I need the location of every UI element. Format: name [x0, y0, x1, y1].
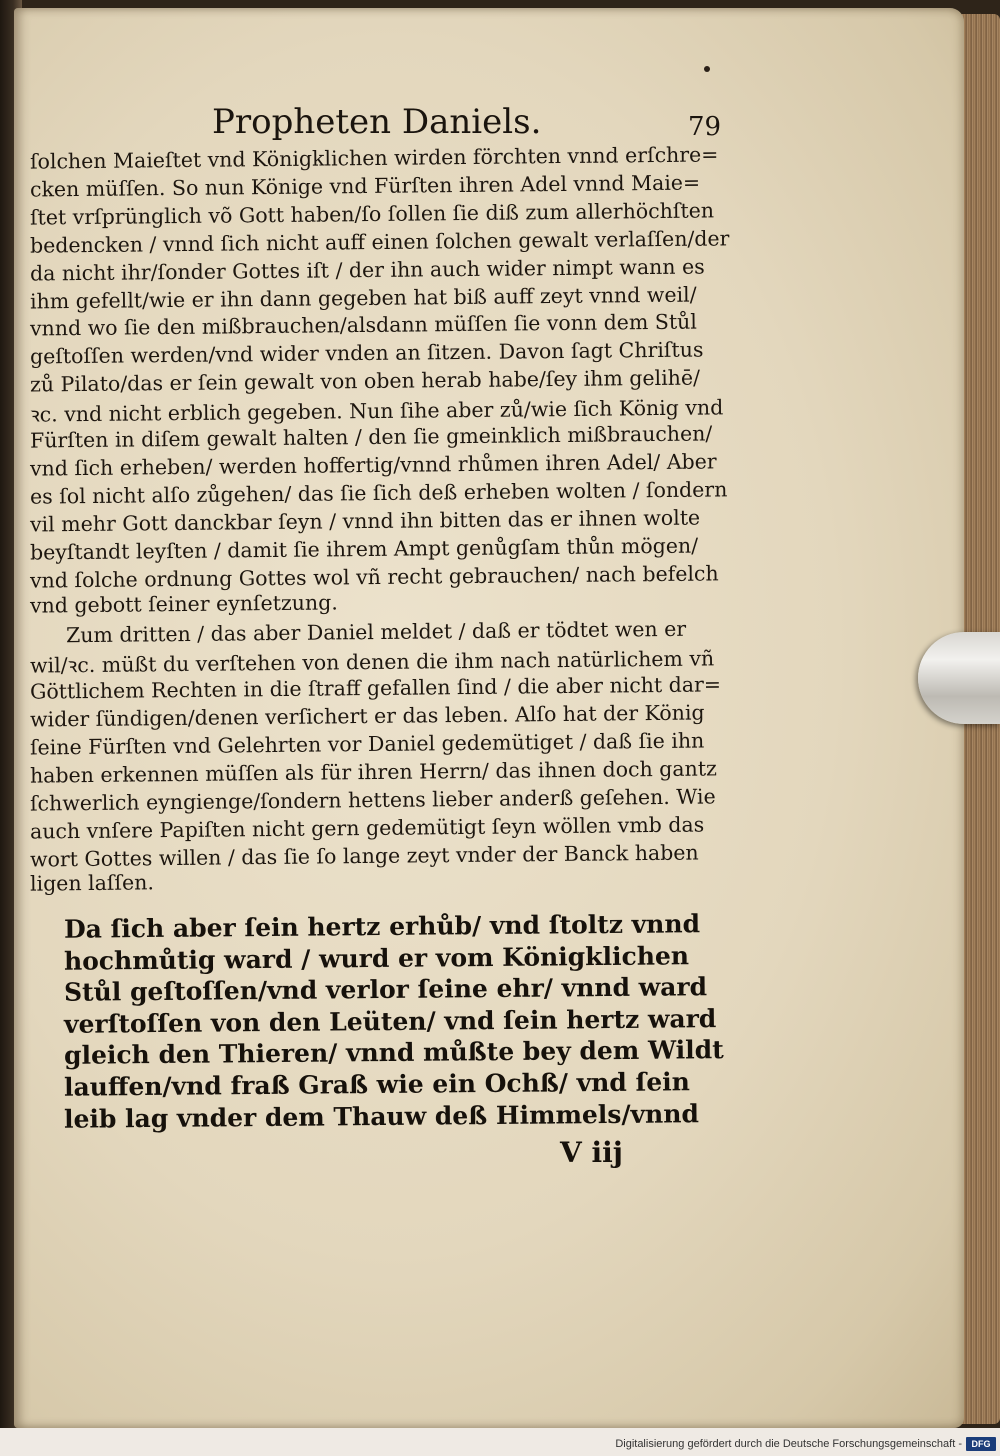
body-line: vil mehr Gott danckbar ſeyn / vnnd ihn bitten das er ihnen wolte — [29, 505, 701, 537]
verse-line: lauffen/vnd fraß Graß wie ein Ochß/ vnd ſein — [63, 1067, 690, 1102]
ink-speck — [704, 66, 710, 72]
body-line: bedencken / vnnd ſich nicht auff einen ſolchen gewalt verlaſſen/der — [29, 226, 730, 258]
body-line: geſtoſſen werden/vnd wider vnden an ſitzen. Davon ſagt Chriſtus — [29, 337, 704, 369]
running-title: Propheten Daniels. — [212, 102, 542, 142]
body-line: beyſtandt leyſten / damit ſie ihrem Ampt genůgſam thůn mögen/ — [29, 533, 699, 565]
body-line: Göttlichem Rechten in die ſtraff gefallen ſind / die aber nicht dar= — [29, 672, 722, 704]
body-line: es ſol nicht alſo zůgehen/ das ſie ſich deß erheben wolten / ſondern — [29, 477, 728, 509]
verse-line: Da ſich aber ſein hertz erhůb/ vnd ſtoltz vnnd — [63, 909, 701, 944]
body-line: ligen laſſen. — [29, 870, 155, 897]
footer-credit: Digitalisierung gefördert durch die Deutsche Forschungsgemeinschaft - — [615, 1438, 962, 1450]
body-line: ꝛc. vnd nicht erblich gegeben. Nun ſihe aber zů/wie ſich König vnd — [29, 395, 724, 427]
body-line: cken müſſen. So nun Könige vnd Fürſten ihren Adel vnnd Maie= — [29, 170, 701, 202]
dfg-logo: DFG — [966, 1437, 996, 1451]
body-line: haben erkennen müſſen als für ihren Herrn/ das ihnen doch gantz — [29, 756, 717, 788]
body-line: vnnd wo ſie den mißbrauchen/alsdann müſſen ſie vonn dem Stůl — [29, 309, 697, 341]
signature-mark: V iij — [560, 1136, 623, 1169]
body-line: auch vnſere Papiſten nicht gern gedemütigt ſeyn wöllen vmb das — [29, 812, 705, 844]
body-line: da nicht ihr/ſonder Gottes iſt / der ihn auch wider nimpt wann es — [29, 254, 705, 286]
verse-line: leib lag vnder dem Thauw deß Himmels/vnnd — [63, 1098, 700, 1134]
body-line: zů Pilato/das er ſein gewalt von oben herab habe/ſey ihm gelihē/ — [29, 365, 701, 397]
verse-line: Stůl geſtoſſen/vnd verlor ſeine ehr/ vnnd ward — [63, 972, 708, 1007]
body-line: wil/ꝛc. müßt du verſtehen von denen die ihm nach natürlichem vñ — [29, 646, 715, 678]
body-line: vnd ſolche ordnung Gottes wol vñ recht gebrauchen/ nach befelch — [29, 560, 719, 593]
body-line: ſchwerlich eyngienge/ſondern hettens lieber anderß geſehen. Wie — [29, 784, 716, 816]
body-line: wider ſündigen/denen verſichert er das leben. Alſo hat der König — [29, 700, 705, 732]
verse-line: hochmůtig ward / wurd er vom Königklichen — [63, 940, 690, 976]
body-line: Zum dritten / das aber Daniel meldet / daß er tödtet wen er — [65, 617, 687, 648]
body-line: vnd ſich erheben/ werden hoffertig/vnnd rhůmen ihren Adel/ Aber — [29, 449, 717, 481]
verse-line: verſtoſſen von den Leüten/ vnd ſein hertz ward — [63, 1003, 717, 1039]
body-line: ſeine Fürſten vnd Gelehrten vor Daniel gedemütiget / daß ſie ihn — [29, 728, 705, 760]
body-line: ſolchen Maieſtet vnd Königklichen wirden förchten vnnd erſchre= — [29, 142, 719, 174]
body-line: Fürſten in diſem gewalt halten / den ſie gmeinklich mißbrauchen/ — [29, 421, 713, 453]
page-number: 79 — [688, 112, 722, 142]
body-line: ſtet vrſprünglich võ Gott haben/ſo ſollen ſie diß zum allerhöchſten — [29, 198, 715, 230]
footer — [0, 1434, 1000, 1456]
body-line: vnd gebott ſeiner eynſetzung. — [29, 590, 338, 619]
metal-clip — [918, 632, 1000, 724]
verse-line: gleich den Thieren/ vnnd můßte bey dem Wildt — [63, 1035, 724, 1071]
body-line: wort Gottes willen / das ſie ſo lange zeyt vnder der Banck haben — [29, 839, 699, 872]
body-line: ihm gefellt/wie er ihn dann gegeben hat biß auff zeyt vnnd weil/ — [29, 282, 697, 313]
